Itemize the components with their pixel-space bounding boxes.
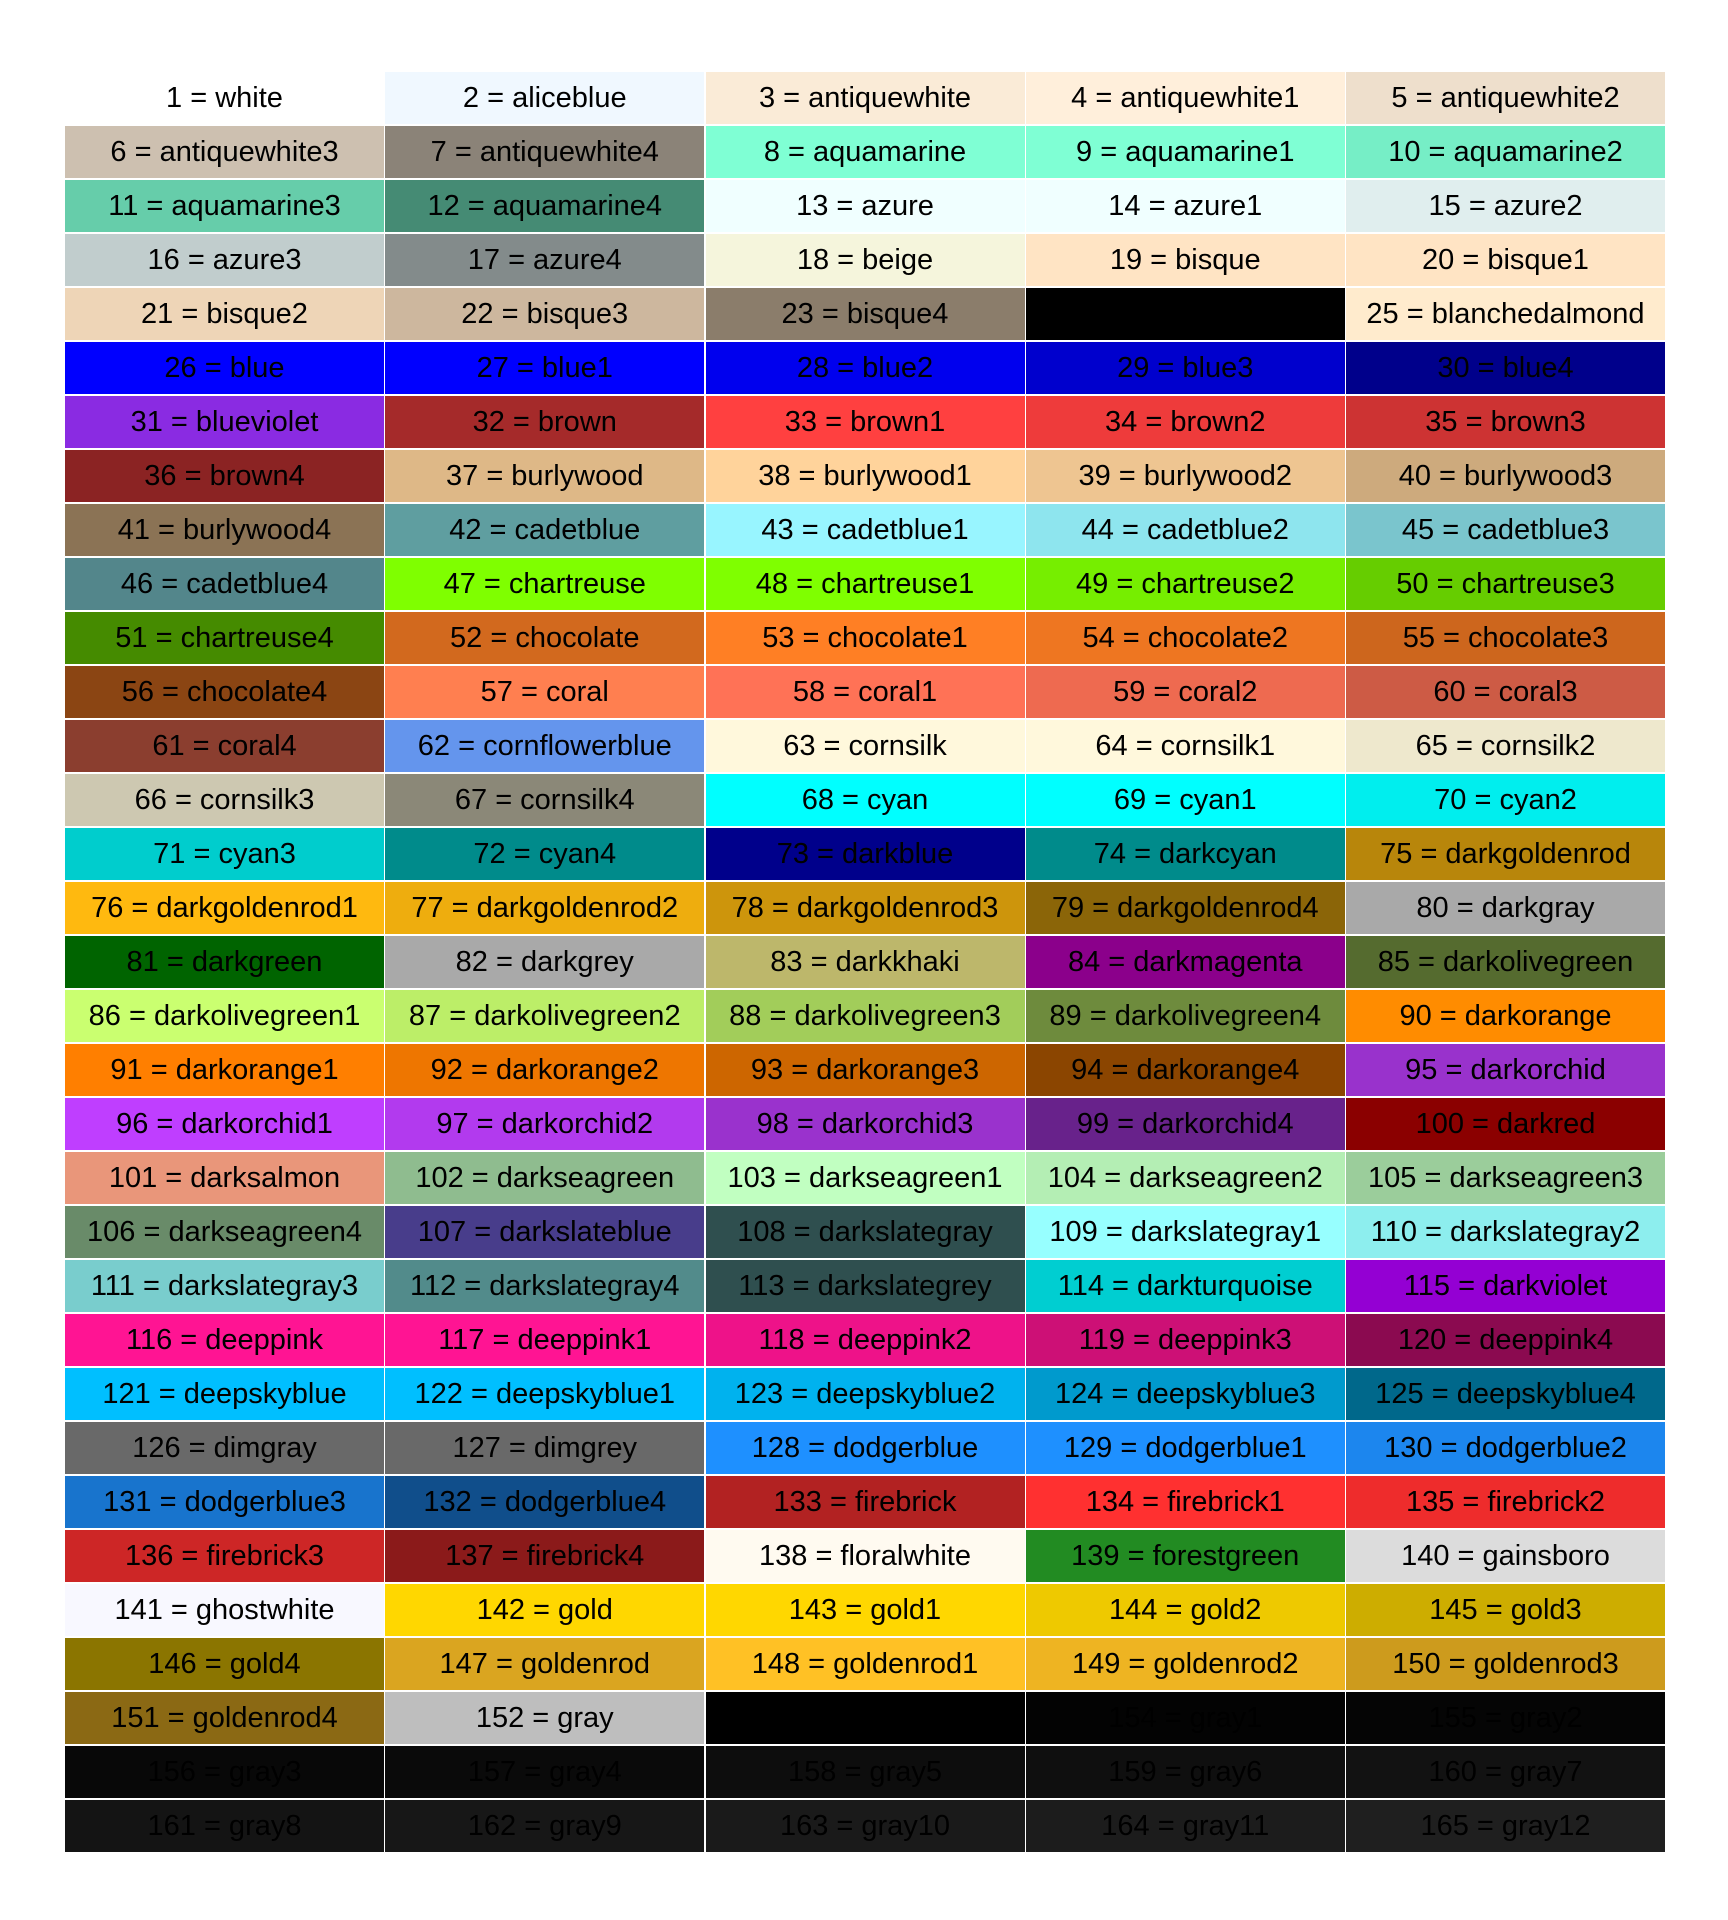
color-swatch: 12 = aquamarine4 [385,180,704,232]
color-swatch: 162 = gray9 [385,1800,704,1852]
color-swatch: 158 = gray5 [706,1746,1025,1798]
color-swatch: 93 = darkorange3 [706,1044,1025,1096]
color-swatch: 50 = chartreuse3 [1346,558,1665,610]
color-swatch: 79 = darkgoldenrod4 [1026,882,1345,934]
color-swatch: 159 = gray6 [1026,1746,1345,1798]
color-swatch: 150 = goldenrod3 [1346,1638,1665,1690]
color-swatch: 4 = antiquewhite1 [1026,72,1345,124]
color-swatch: 136 = firebrick3 [65,1530,384,1582]
color-swatch: 16 = azure3 [65,234,384,286]
color-swatch: 75 = darkgoldenrod [1346,828,1665,880]
color-swatch: 157 = gray4 [385,1746,704,1798]
color-swatch: 100 = darkred [1346,1098,1665,1150]
color-swatch: 110 = darkslategray2 [1346,1206,1665,1258]
color-swatch: 119 = deeppink3 [1026,1314,1345,1366]
color-swatch: 127 = dimgrey [385,1422,704,1474]
color-swatch: 40 = burlywood3 [1346,450,1665,502]
color-swatch: 102 = darkseagreen [385,1152,704,1204]
color-swatch: 45 = cadetblue3 [1346,504,1665,556]
color-swatch: 114 = darkturquoise [1026,1260,1345,1312]
color-swatch: 151 = goldenrod4 [65,1692,384,1744]
color-swatch: 23 = bisque4 [706,288,1025,340]
color-swatch: 80 = darkgray [1346,882,1665,934]
color-swatch: 134 = firebrick1 [1026,1476,1345,1528]
color-swatch: 77 = darkgoldenrod2 [385,882,704,934]
color-swatch: 56 = chocolate4 [65,666,384,718]
color-swatch: 73 = darkblue [706,828,1025,880]
color-swatch: 42 = cadetblue [385,504,704,556]
color-swatch: 8 = aquamarine [706,126,1025,178]
color-swatch: 155 = gray2 [1346,1692,1665,1744]
color-swatch: 113 = darkslategrey [706,1260,1025,1312]
color-swatch: 123 = deepskyblue2 [706,1368,1025,1420]
color-swatch: 13 = azure [706,180,1025,232]
color-swatch: 104 = darkseagreen2 [1026,1152,1345,1204]
color-swatch: 72 = cyan4 [385,828,704,880]
color-swatch: 17 = azure4 [385,234,704,286]
color-swatch: 118 = deeppink2 [706,1314,1025,1366]
color-swatch: 137 = firebrick4 [385,1530,704,1582]
color-swatch: 107 = darkslateblue [385,1206,704,1258]
color-swatch: 128 = dodgerblue [706,1422,1025,1474]
color-swatch: 139 = forestgreen [1026,1530,1345,1582]
color-swatch: 3 = antiquewhite [706,72,1025,124]
color-swatch: 126 = dimgray [65,1422,384,1474]
color-swatch: 55 = chocolate3 [1346,612,1665,664]
color-swatch: 19 = bisque [1026,234,1345,286]
color-swatch: 26 = blue [65,342,384,394]
color-swatch: 125 = deepskyblue4 [1346,1368,1665,1420]
color-swatch: 164 = gray11 [1026,1800,1345,1852]
color-swatch: 135 = firebrick2 [1346,1476,1665,1528]
color-swatch: 101 = darksalmon [65,1152,384,1204]
color-swatch: 117 = deeppink1 [385,1314,704,1366]
color-swatch: 31 = blueviolet [65,396,384,448]
color-swatch: 92 = darkorange2 [385,1044,704,1096]
color-swatch: 48 = chartreuse1 [706,558,1025,610]
color-swatch: 11 = aquamarine3 [65,180,384,232]
color-swatch: 59 = coral2 [1026,666,1345,718]
color-swatch: 141 = ghostwhite [65,1584,384,1636]
color-swatch: 24 = black [1026,288,1345,340]
color-swatch: 41 = burlywood4 [65,504,384,556]
color-swatch: 90 = darkorange [1346,990,1665,1042]
color-swatch: 121 = deepskyblue [65,1368,384,1420]
color-swatch: 99 = darkorchid4 [1026,1098,1345,1150]
color-swatch: 25 = blanchedalmond [1346,288,1665,340]
color-swatch: 109 = darkslategray1 [1026,1206,1345,1258]
color-swatch: 89 = darkolivegreen4 [1026,990,1345,1042]
color-swatch: 130 = dodgerblue2 [1346,1422,1665,1474]
color-swatch: 145 = gold3 [1346,1584,1665,1636]
color-swatch: 36 = brown4 [65,450,384,502]
color-swatch: 106 = darkseagreen4 [65,1206,384,1258]
color-swatch: 78 = darkgoldenrod3 [706,882,1025,934]
color-swatch: 6 = antiquewhite3 [65,126,384,178]
color-swatch: 149 = goldenrod2 [1026,1638,1345,1690]
color-swatch: 103 = darkseagreen1 [706,1152,1025,1204]
color-swatch: 142 = gold [385,1584,704,1636]
color-swatch: 148 = goldenrod1 [706,1638,1025,1690]
color-swatch-grid [65,72,1665,1852]
color-swatch: 156 = gray3 [65,1746,384,1798]
color-swatch: 61 = coral4 [65,720,384,772]
color-swatch: 115 = darkviolet [1346,1260,1665,1312]
color-swatch: 129 = dodgerblue1 [1026,1422,1345,1474]
color-swatch: 83 = darkkhaki [706,936,1025,988]
color-swatch: 21 = bisque2 [65,288,384,340]
color-swatch: 54 = chocolate2 [1026,612,1345,664]
color-swatch: 95 = darkorchid [1346,1044,1665,1096]
color-swatch: 81 = darkgreen [65,936,384,988]
color-swatch: 105 = darkseagreen3 [1346,1152,1665,1204]
color-swatch: 84 = darkmagenta [1026,936,1345,988]
color-swatch: 1 = white [65,72,384,124]
color-swatch: 71 = cyan3 [65,828,384,880]
color-swatch: 32 = brown [385,396,704,448]
color-swatch: 140 = gainsboro [1346,1530,1665,1582]
color-swatch: 120 = deeppink4 [1346,1314,1665,1366]
color-swatch: 91 = darkorange1 [65,1044,384,1096]
color-swatch: 98 = darkorchid3 [706,1098,1025,1150]
color-swatch: 47 = chartreuse [385,558,704,610]
color-swatch: 27 = blue1 [385,342,704,394]
color-swatch: 88 = darkolivegreen3 [706,990,1025,1042]
color-swatch: 22 = bisque3 [385,288,704,340]
color-swatch: 35 = brown3 [1346,396,1665,448]
color-swatch: 82 = darkgrey [385,936,704,988]
color-swatch: 76 = darkgoldenrod1 [65,882,384,934]
color-swatch: 44 = cadetblue2 [1026,504,1345,556]
color-swatch: 154 = gray1 [1026,1692,1345,1744]
color-swatch: 153 = gray0 [706,1692,1025,1744]
color-swatch: 38 = burlywood1 [706,450,1025,502]
color-swatch: 111 = darkslategray3 [65,1260,384,1312]
color-swatch: 39 = burlywood2 [1026,450,1345,502]
color-swatch: 146 = gold4 [65,1638,384,1690]
color-swatch: 53 = chocolate1 [706,612,1025,664]
color-swatch: 33 = brown1 [706,396,1025,448]
color-swatch: 63 = cornsilk [706,720,1025,772]
color-swatch: 132 = dodgerblue4 [385,1476,704,1528]
color-swatch: 152 = gray [385,1692,704,1744]
color-swatch: 66 = cornsilk3 [65,774,384,826]
color-swatch: 43 = cadetblue1 [706,504,1025,556]
color-swatch: 65 = cornsilk2 [1346,720,1665,772]
color-swatch: 46 = cadetblue4 [65,558,384,610]
color-swatch: 60 = coral3 [1346,666,1665,718]
color-swatch: 163 = gray10 [706,1800,1025,1852]
color-swatch: 161 = gray8 [65,1800,384,1852]
color-swatch: 7 = antiquewhite4 [385,126,704,178]
color-swatch: 112 = darkslategray4 [385,1260,704,1312]
color-swatch: 62 = cornflowerblue [385,720,704,772]
color-swatch: 58 = coral1 [706,666,1025,718]
color-swatch: 64 = cornsilk1 [1026,720,1345,772]
color-swatch: 97 = darkorchid2 [385,1098,704,1150]
color-swatch: 10 = aquamarine2 [1346,126,1665,178]
color-swatch: 116 = deeppink [65,1314,384,1366]
color-swatch: 133 = firebrick [706,1476,1025,1528]
color-swatch: 9 = aquamarine1 [1026,126,1345,178]
color-swatch: 70 = cyan2 [1346,774,1665,826]
color-swatch: 69 = cyan1 [1026,774,1345,826]
color-swatch: 94 = darkorange4 [1026,1044,1345,1096]
color-swatch: 34 = brown2 [1026,396,1345,448]
color-swatch: 68 = cyan [706,774,1025,826]
color-swatch: 122 = deepskyblue1 [385,1368,704,1420]
color-swatch: 147 = goldenrod [385,1638,704,1690]
color-swatch: 51 = chartreuse4 [65,612,384,664]
color-swatch: 29 = blue3 [1026,342,1345,394]
color-swatch: 15 = azure2 [1346,180,1665,232]
color-swatch: 160 = gray7 [1346,1746,1665,1798]
color-swatch: 131 = dodgerblue3 [65,1476,384,1528]
color-swatch: 18 = beige [706,234,1025,286]
color-swatch: 49 = chartreuse2 [1026,558,1345,610]
color-swatch: 5 = antiquewhite2 [1346,72,1665,124]
color-swatch: 85 = darkolivegreen [1346,936,1665,988]
color-swatch: 86 = darkolivegreen1 [65,990,384,1042]
color-swatch: 108 = darkslategray [706,1206,1025,1258]
color-swatch: 144 = gold2 [1026,1584,1345,1636]
color-swatch: 37 = burlywood [385,450,704,502]
color-swatch: 20 = bisque1 [1346,234,1665,286]
color-swatch: 14 = azure1 [1026,180,1345,232]
color-swatch: 57 = coral [385,666,704,718]
color-swatch: 52 = chocolate [385,612,704,664]
color-swatch: 96 = darkorchid1 [65,1098,384,1150]
color-swatch: 30 = blue4 [1346,342,1665,394]
color-swatch: 165 = gray12 [1346,1800,1665,1852]
color-swatch: 143 = gold1 [706,1584,1025,1636]
color-swatch: 138 = floralwhite [706,1530,1025,1582]
color-swatch: 67 = cornsilk4 [385,774,704,826]
color-swatch: 124 = deepskyblue3 [1026,1368,1345,1420]
color-swatch: 87 = darkolivegreen2 [385,990,704,1042]
color-swatch: 28 = blue2 [706,342,1025,394]
color-swatch: 74 = darkcyan [1026,828,1345,880]
color-swatch: 2 = aliceblue [385,72,704,124]
